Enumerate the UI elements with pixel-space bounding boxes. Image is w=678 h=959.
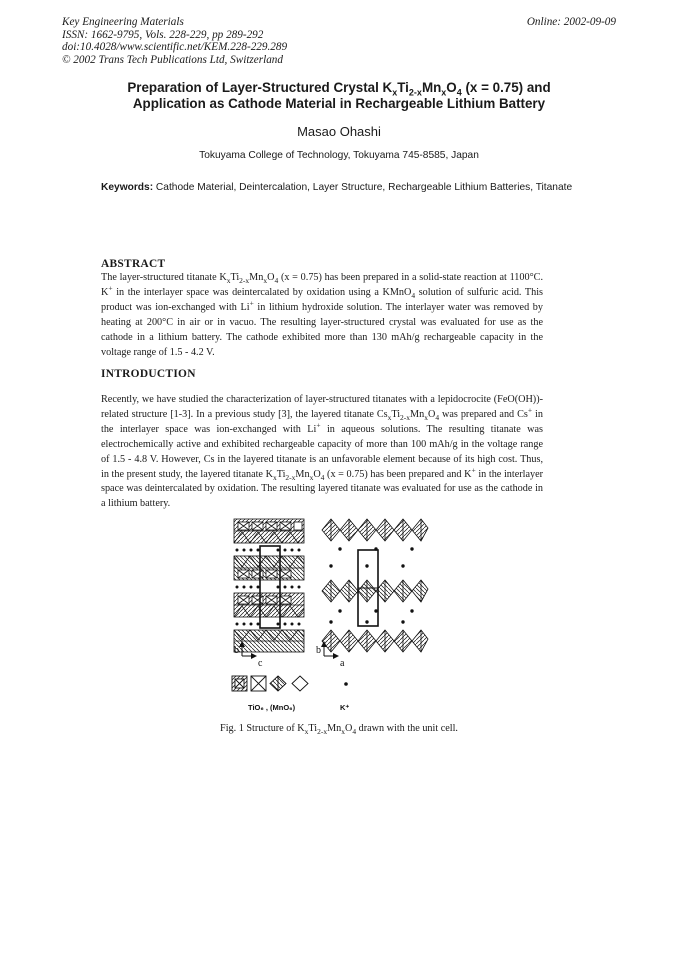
k-ion-row [236, 586, 301, 589]
text-run: Ti [276, 468, 286, 480]
sub: x [263, 276, 268, 286]
text-run: Fig. 1 Structure of K [220, 723, 305, 734]
figure-legend [232, 676, 348, 691]
text-run: O [313, 468, 321, 480]
keywords-text: Cathode Material, Deintercalation, Layer Structure, Rechargeable Lithium Batteries, Titanate [153, 182, 573, 193]
sub: 4 [435, 412, 440, 422]
sub: x [272, 472, 277, 482]
crystal-structure-diagram [228, 516, 448, 722]
title-sub: x [441, 87, 447, 98]
text-run: Mn [249, 272, 264, 283]
text-run: in aqueous solutions. The resulting titanate was electrochemically active and exhibited rechargeable capacity of more than 100 mAh/g in the voltage range of 1.5 - 4.8 V. However, Cs in the layered titanate is an unfavorable element because of its high cost. Thus, in the present study, the layered titanate K [101, 423, 543, 480]
keywords-label: Keywords: [101, 182, 154, 193]
text-run: in the interlayer space was deintercalated by oxidation using a KMnO [112, 286, 412, 298]
keywords [101, 182, 579, 195]
sub: x [226, 276, 231, 286]
abstract-body [101, 271, 543, 360]
text-run: Mn [327, 723, 342, 734]
sub: 4 [274, 276, 279, 286]
sub: x [304, 727, 309, 737]
text-run: (x = 0.75) has been prepared and K [324, 468, 472, 480]
sup: + [527, 405, 533, 415]
title-sub: 2-x [408, 87, 422, 98]
text-run: drawn with the unit cell. [356, 723, 458, 734]
axis-label-b: b [316, 645, 321, 656]
sub: 4 [411, 290, 416, 300]
k-ion-row [236, 623, 301, 626]
text-run: in the interlayer space was ion-exchanged with Li [101, 408, 543, 435]
right-structure-panel [322, 519, 428, 652]
abstract-heading: ABSTRACT [101, 258, 166, 270]
text-run: was prepared and Cs [439, 408, 528, 420]
title-text: Preparation of Layer-Structured Crystal K [127, 80, 393, 95]
sub: 2-x [239, 276, 250, 286]
issn-line: ISSN: 1662-9795, Vols. 228-229, pp 289-292 [62, 28, 264, 41]
sub: 2-x [285, 472, 296, 482]
sub: 2-x [317, 727, 328, 737]
sup: + [471, 465, 476, 475]
text-run: (x = 0.75) has been prepared in a solid-state reaction at 1100°C. K [101, 272, 543, 298]
title-text: O [446, 80, 457, 95]
left-structure-panel [234, 519, 304, 652]
journal-name: Key Engineering Materials [62, 16, 184, 28]
text-run: in lithium hydroxide solution. The interlayer water was removed by heating at 200°C in air or in vacuo. The resulting layer-structured crystal was evaluated for use as the cathode in a lithium battery. The cathode exhibited more than 130 mAh/g rechargeable capacity in the voltage range of 1.5 - 4.2 V. [101, 301, 543, 358]
legend-octahedra-label: TiO₆ , (MnO₆) [248, 703, 296, 712]
figure-caption [0, 723, 678, 737]
sub: x [424, 412, 428, 422]
text-run: Recently, we have studied the characterization of layer-structured titanates with a lepidocrocite (FeO(OH))-related structure [1-3]. In a previous study [3], the layered titanate Cs [101, 394, 543, 420]
text-run: O [267, 272, 275, 283]
axis-label-c: c [258, 658, 263, 669]
title-text: Ti [397, 80, 409, 95]
author-name: Masao Ohashi [297, 124, 381, 139]
axis-label-b: b [234, 645, 239, 656]
introduction-heading: INTRODUCTION [101, 368, 196, 380]
text-run: in the interlayer space was deintercalated by oxidation. The resulting layered titanate was evaluated for use as the cathode in a lithium battery. [101, 468, 543, 510]
axis-label-a: a [340, 658, 345, 669]
sub: x [341, 727, 345, 737]
text-run: O [427, 408, 436, 420]
introduction-body [101, 393, 543, 512]
text-run: Ti [391, 408, 401, 420]
title-line-2: Application as Cathode Material in Rechargeable Lithium Battery [132, 95, 546, 111]
text-run: Ti [308, 723, 318, 734]
doi-line: doi:10.4028/www.scientific.net/KEM.228-229.289 [62, 41, 288, 54]
legend-k-label: K⁺ [340, 703, 350, 712]
title-sub: 4 [456, 87, 462, 98]
affiliation: Tokuyama College of Technology, Tokuyama 745-8585, Japan [199, 150, 479, 161]
text-run: Mn [410, 408, 425, 420]
text-run: solution of sulfuric acid. This product was ion-exchanged with Li [101, 286, 544, 313]
title-text: Mn [421, 80, 442, 95]
sub: x [309, 472, 314, 482]
k-ion-row [236, 549, 301, 552]
title-text: (x = 0.75) and [461, 80, 551, 95]
paper-title [90, 80, 588, 111]
sup: + [108, 283, 113, 293]
journal-header [62, 16, 287, 66]
sup: + [316, 420, 321, 430]
title-sub: x [392, 87, 398, 98]
sub: x [387, 412, 392, 422]
copyright-line: © 2002 Trans Tech Publications Ltd, Switzerland [62, 53, 283, 66]
sub: 2-x [400, 412, 411, 422]
text-run: O [345, 723, 353, 734]
text-run: Ti [230, 272, 240, 283]
text-run: The layer-structured titanate K [101, 272, 227, 283]
sub: 4 [320, 472, 325, 482]
text-run: Mn [295, 468, 310, 480]
sup: + [249, 298, 254, 308]
structure-figure [228, 516, 448, 722]
online-date: Online: 2002-09-09 [526, 16, 616, 28]
sub: 4 [352, 727, 357, 737]
